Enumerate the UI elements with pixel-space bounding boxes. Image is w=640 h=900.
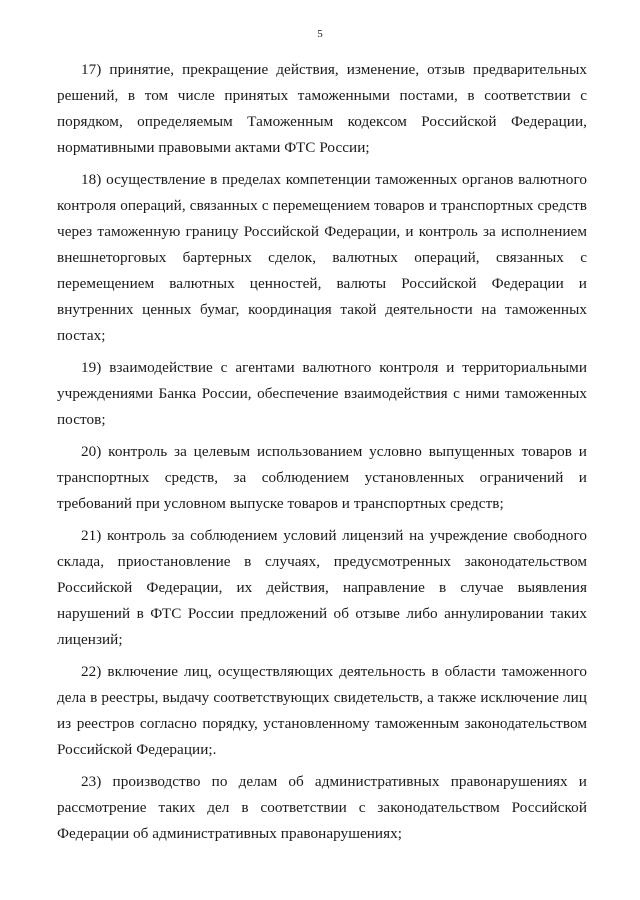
paragraph-19: 19) взаимодействие с агентами валютного контроля и территориальными учреждениями Банка России, обеспечение взаимодействия с ними таможенных постов; <box>57 359 587 428</box>
paragraph-21: 21) контроль за соблюдением условий лицензий на учреждение свободного склада, приостановление в случаях, предусмотренных законодательством Российской Федерации, их действия, направление в случае выявления нарушений в ФТС России предложений об отзыве либо аннулировании таких лицензий; <box>57 527 587 648</box>
paragraph-22: 22) включение лиц, осуществляющих деятельность в области таможенного дела в реестры, выдачу соответствующих свидетельств, а также исключение лиц из реестров согласно порядку, установленному таможенным законодательством Российской Федерации;. <box>57 663 587 758</box>
page-number: 5 <box>317 28 323 40</box>
document-body <box>57 57 587 853</box>
paragraph-17: 17) принятие, прекращение действия, изменение, отзыв предварительных решений, в том числе принятых таможенными постами, в соответствии с порядком, определяемым Таможенным кодексом Российской Федерации, нормативными правовыми актами ФТС России; <box>57 61 587 156</box>
paragraph-20: 20) контроль за целевым использованием условно выпущенных товаров и транспортных средств, за соблюдением установленных ограничений и требований при условном выпуске товаров и транспортных средств; <box>57 443 587 512</box>
paragraph-18: 18) осуществление в пределах компетенции таможенных органов валютного контроля операций, связанных с перемещением товаров и транспортных средств через таможенную границу Российской Федерации, и контроль за исполнением внешнеторговых бартерных сделок, валютных операций, связанных с перемещением валютных ценностей, валюты Российской Федерации и внутренних ценных бумаг, координация такой деятельности на таможенных постах; <box>57 171 587 344</box>
paragraph-23: 23) производство по делам об административных правонарушениях и рассмотрение таких дел в соответствии с законодательством Российской Федерации об административных правонарушениях; <box>57 773 587 842</box>
